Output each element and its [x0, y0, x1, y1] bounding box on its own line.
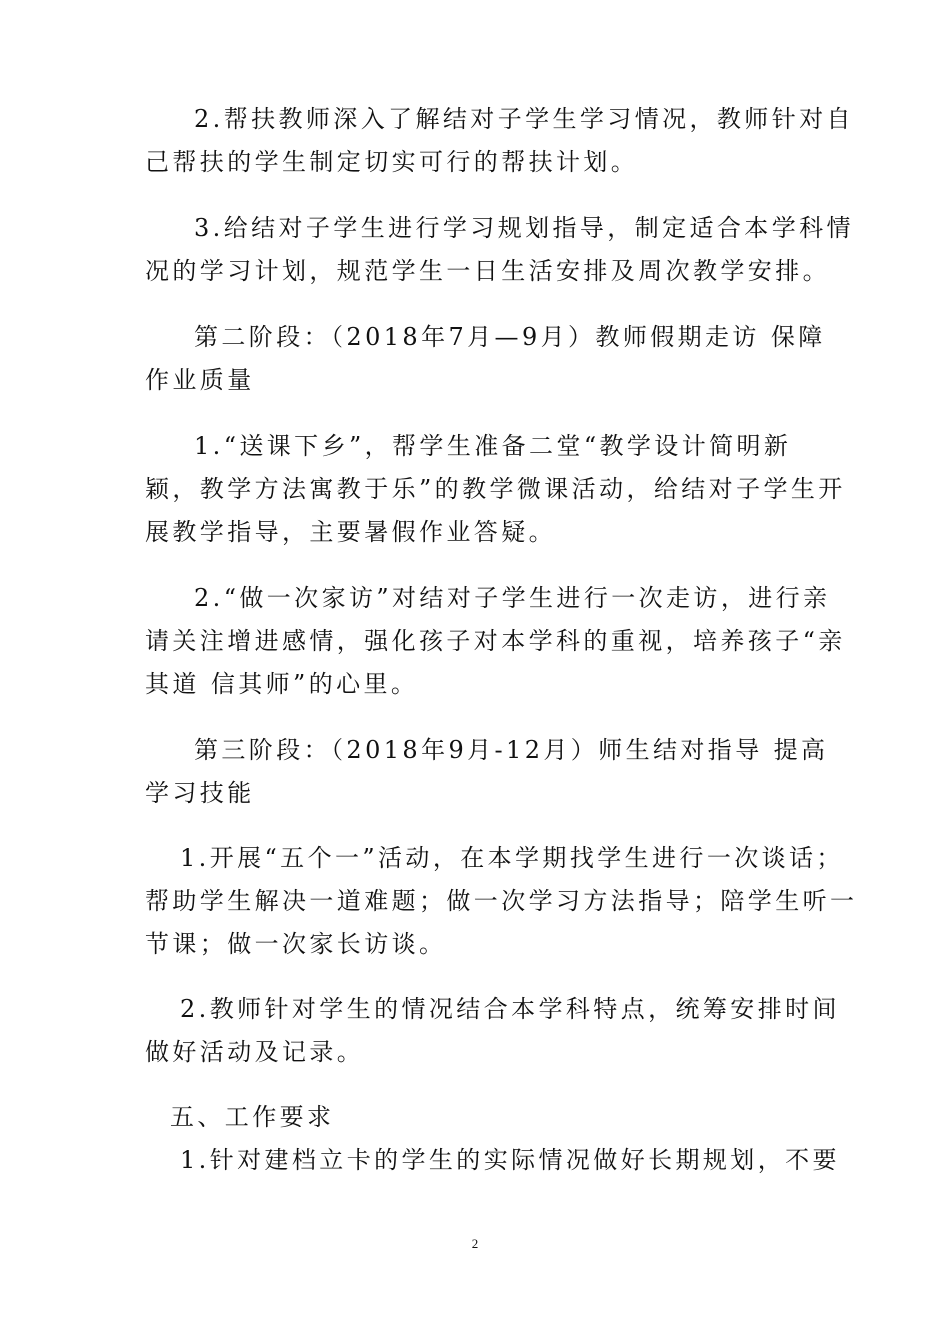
paragraph-line: 1.针对建档立卡的学生的实际情况做好长期规划，不要 [180, 1146, 840, 1174]
page-number: 2 [471, 1236, 479, 1251]
paragraph-line: 颖，教学方法寓教于乐”的教学微课活动，给结对子学生开 [145, 475, 846, 503]
paragraph-line: 2.教师针对学生的情况结合本学科特点，统筹安排时间 [180, 995, 840, 1023]
paragraph-line: 1.开展“五个一”活动，在本学期找学生进行一次谈话； [180, 844, 844, 872]
paragraph-line: 帮助学生解决一道难题；做一次学习方法指导；陪学生听一 [145, 887, 858, 915]
paragraph-line: 展教学指导，主要暑假作业答疑。 [145, 518, 556, 546]
paragraph-line: 己帮扶的学生制定切实可行的帮扶计划。 [145, 148, 639, 176]
paragraph-line: 2.“做一次家访”对结对子学生进行一次走访，进行亲 [194, 584, 831, 612]
paragraph-line: 其道 信其师”的心里。 [145, 670, 419, 698]
section-heading: 五、工作要求 [170, 1103, 335, 1131]
paragraph-line: 3.给结对子学生进行学习规划指导，制定适合本学科情 [194, 214, 854, 242]
section-heading-line: 第二阶段：（2018年7月—9月）教师假期走访 保障 [194, 323, 826, 351]
section-heading-line: 作业质量 [145, 366, 255, 394]
paragraph-line: 1.“送课下乡”，帮学生准备二堂“教学设计简明新 [194, 432, 792, 460]
section-heading-line: 第三阶段：（2018年9月-12月）师生结对指导 提高 [194, 736, 829, 764]
section-heading-line: 学习技能 [145, 779, 255, 807]
paragraph-line: 做好活动及记录。 [145, 1038, 365, 1066]
paragraph-line: 请关注增进感情，强化孩子对本学科的重视，培养孩子“亲 [145, 627, 846, 655]
paragraph-line: 况的学习计划，规范学生一日生活安排及周次教学安排。 [145, 257, 830, 285]
paragraph-line: 节课；做一次家长访谈。 [145, 930, 447, 958]
paragraph-line: 2.帮扶教师深入了解结对子学生学习情况，教师针对自 [194, 105, 854, 133]
